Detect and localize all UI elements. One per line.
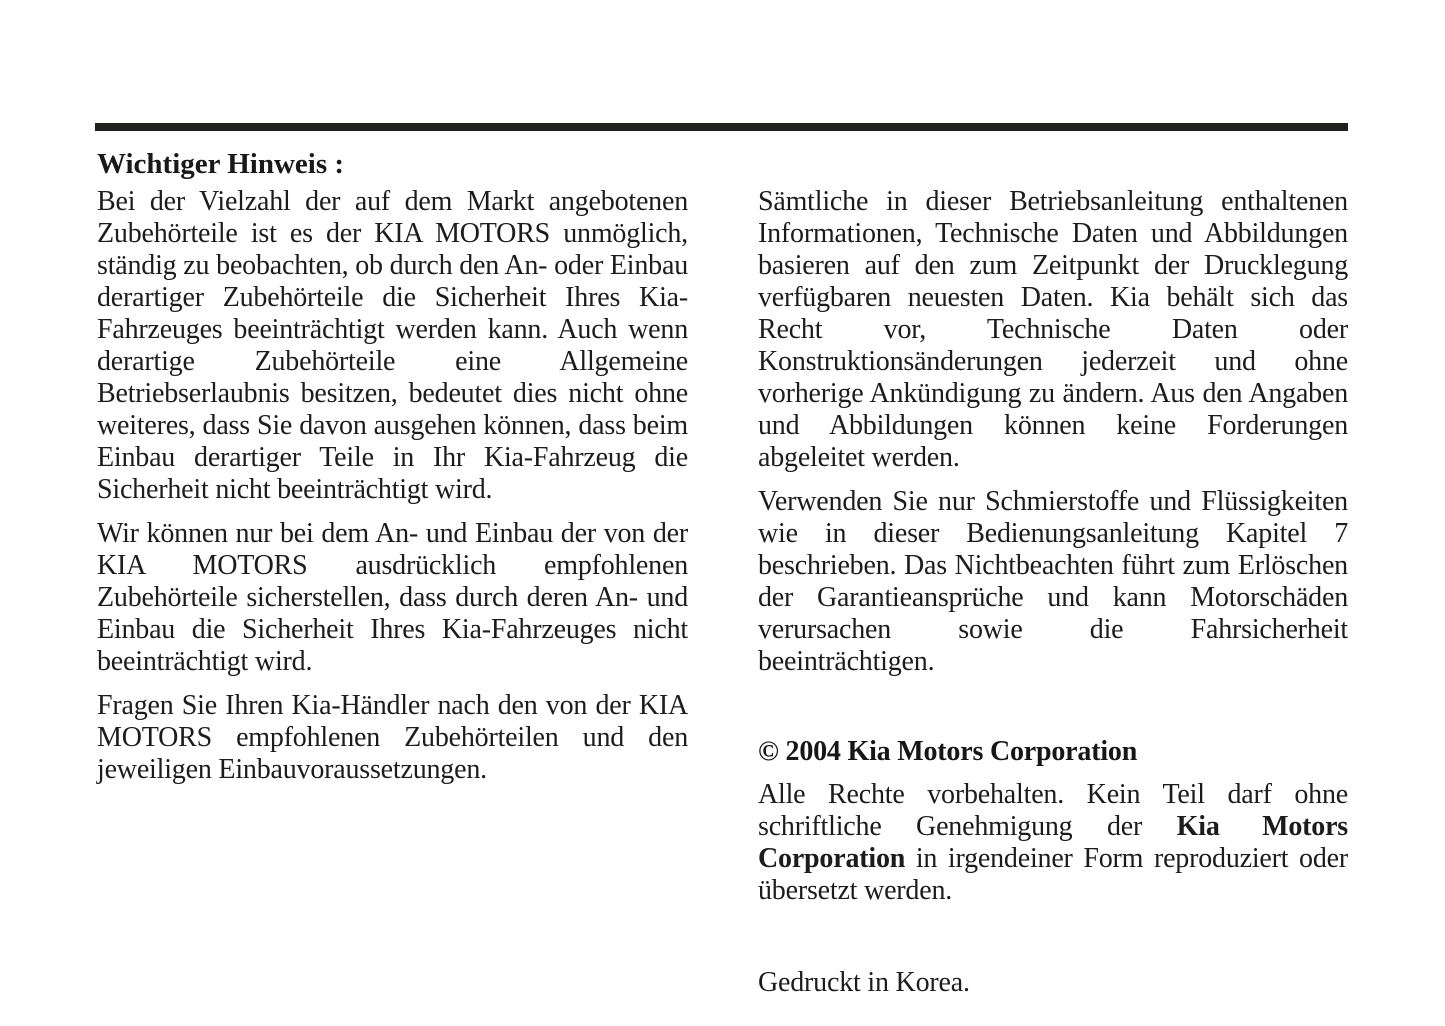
top-rule-divider bbox=[95, 123, 1348, 131]
paragraph-ask-dealer: Fragen Sie Ihren Kia-Händler nach den von der KIA MOTORS empfohlenen Zubehörteilen und den jeweiligen Einbauvoraussetzungen. bbox=[97, 690, 688, 785]
right-column bbox=[758, 186, 1348, 999]
left-column bbox=[97, 186, 688, 999]
rights-text-after: in irgendeiner Form reproduziert oder übersetzt werden. bbox=[758, 843, 1348, 906]
paragraph-manual-information: Sämtliche in dieser Betriebsanleitung enthaltenen Informationen, Technische Daten und Abbildungen basieren auf den zum Zeitpunkt der Drucklegung verfügbaren neuesten Daten. Kia behält sich das Recht vor, Technische Daten oder Konstruktionsänderungen jederzeit und ohne vorherige Ankündigung zu ändern. Aus den Angaben und Abbildungen können keine Forderungen abgeleitet werden. bbox=[758, 186, 1348, 473]
paragraph-recommended-accessories: Wir können nur bei dem An- und Einbau der von der KIA MOTORS ausdrücklich empfohlenen Zubehörteile sicherstellen, dass durch deren An- und Einbau die Sicherheit Ihres Kia-Fahrzeuges nicht beeinträchtigt wird. bbox=[97, 518, 688, 677]
printed-in-line: Gedruckt in Korea. bbox=[758, 967, 970, 998]
two-column-layout bbox=[97, 186, 1348, 999]
copyright-line: © 2004 Kia Motors Corporation bbox=[758, 736, 1138, 767]
rights-text-before: Alle Rechte vorbehalten. Kein Teil darf ohne schriftliche Genehmigung der bbox=[758, 779, 1348, 842]
rights-paragraph bbox=[758, 779, 1348, 907]
paragraph-lubricants-warning: Verwenden Sie nur Schmierstoffe und Flüssigkeiten wie in dieser Bedienungsanleitung Kapitel 7 beschrieben. Das Nichtbeachten führt zum Erlöschen der Garantieansprüche und kann Motorschäden verursachen sowie die Fahrsicherheit beeinträchtigen. bbox=[758, 486, 1348, 677]
paragraph-accessories-variety: Bei der Vielzahl der auf dem Markt angebotenen Zubehörteile ist es der KIA MOTORS unmöglich, ständig zu beobachten, ob durch den An- oder Einbau derartiger Zubehörteile die Sicherheit Ihres Kia-Fahrzeuges beeinträchtigt werden kann. Auch wenn derartige Zubehörteile eine Allgemeine Betriebserlaubnis besitzen, bedeutet dies nicht ohne weiteres, dass Sie davon ausgehen können, dass beim Einbau derartiger Teile in Ihr Kia-Fahrzeug die Sicherheit nicht beeinträchtigt wird. bbox=[97, 186, 688, 505]
page-title: Wichtiger Hinweis : bbox=[97, 148, 345, 180]
rights-company-name: Kia Motors Corporation bbox=[758, 811, 1348, 874]
